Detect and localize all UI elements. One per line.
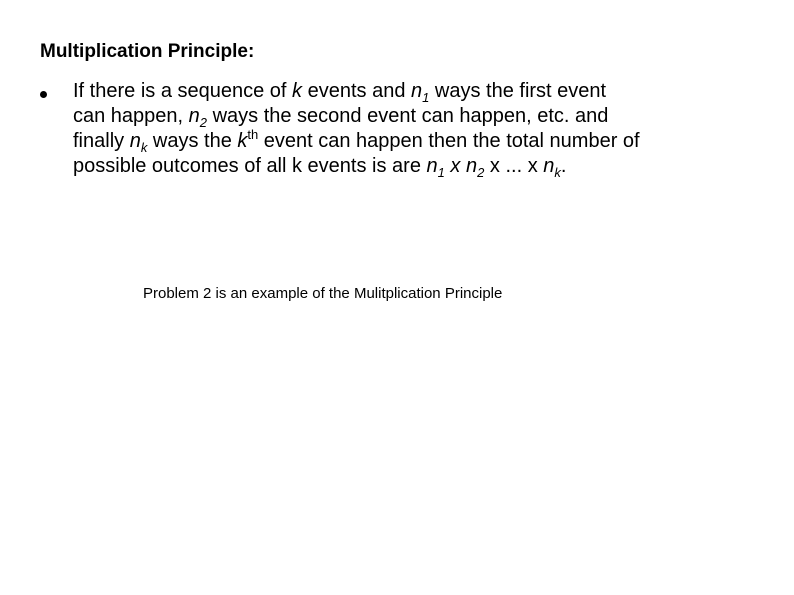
variable-n: n xyxy=(188,105,200,127)
superscript: th xyxy=(247,127,259,142)
bullet-line-2 xyxy=(73,104,773,129)
text-segment: can happen, xyxy=(73,105,189,127)
bullet-dot-icon xyxy=(40,91,47,98)
subscript: 2 xyxy=(199,115,208,130)
variable-n: n xyxy=(411,80,423,102)
variable-n: n xyxy=(426,155,438,177)
example-note: Problem 2 is an example of the Mulitplication Principle xyxy=(143,285,503,302)
variable-n: n xyxy=(543,155,555,177)
page-title: Multiplication Principle: xyxy=(40,41,255,62)
text-segment: events and xyxy=(302,80,411,102)
bullet-line-1 xyxy=(73,79,773,104)
text-segment: x ... x xyxy=(484,155,544,177)
subscript: 1 xyxy=(437,165,445,180)
text-segment: event can happen then the total number of xyxy=(258,130,640,152)
variable-n: n xyxy=(129,130,141,152)
subscript: k xyxy=(140,140,148,155)
text-segment: ways the xyxy=(147,130,238,152)
text-segment: finally xyxy=(73,130,130,152)
subscript: k xyxy=(554,165,561,180)
text-segment: ways the second event can happen, etc. and xyxy=(207,105,609,127)
text-segment: possible outcomes of all k events is are xyxy=(73,155,427,177)
subscript: 1 xyxy=(422,90,430,105)
text-segment: . xyxy=(560,155,567,177)
bullet-line-3 xyxy=(73,129,773,154)
bullet-line-4 xyxy=(73,154,773,179)
variable-k: k xyxy=(237,130,248,152)
text-segment: ways the first event xyxy=(429,80,607,102)
variable-n: n xyxy=(466,155,478,177)
text-segment: If there is a sequence of xyxy=(73,80,293,102)
subscript: 2 xyxy=(477,165,485,180)
multiply-sign: x xyxy=(444,155,466,177)
bullet-text xyxy=(73,79,773,179)
variable-k: k xyxy=(292,80,303,102)
